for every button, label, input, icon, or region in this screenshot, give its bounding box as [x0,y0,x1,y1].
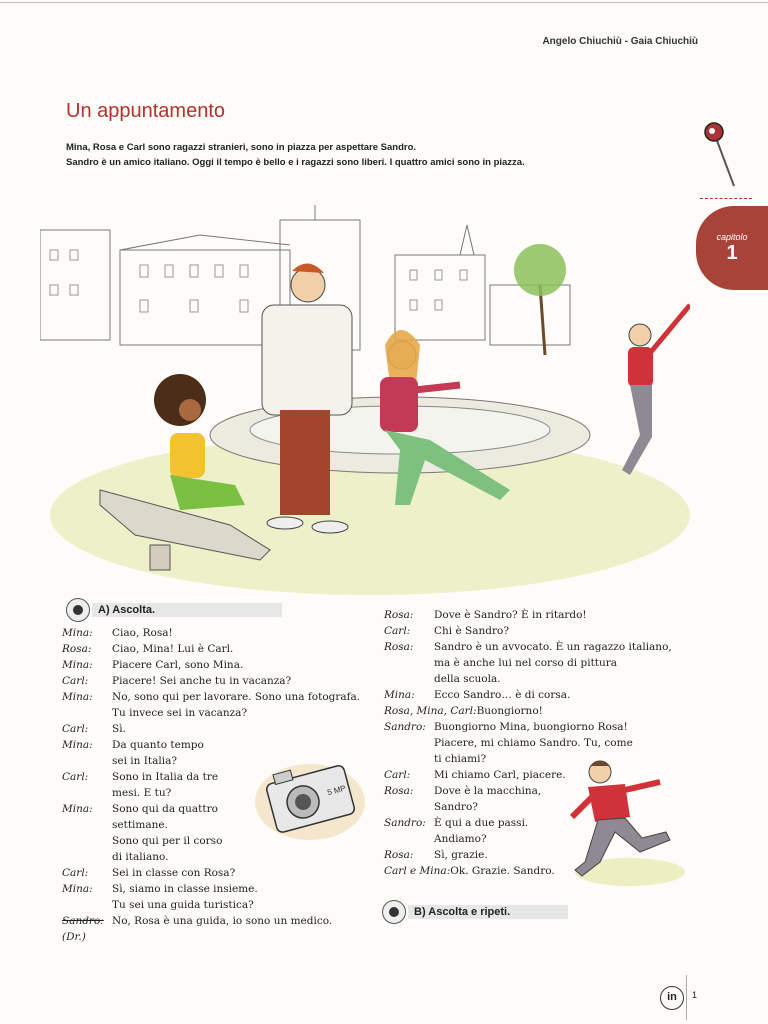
dialogue-line: Tu sei una guida turistica? [112,899,254,911]
dialogue-line: della scuola. [434,673,501,685]
piazza-illustration [40,205,690,600]
footer-divider [686,975,687,1020]
dialogue-line: Mina: Ciao, Rosa! [62,627,173,639]
chapter-number: 1 [726,242,738,264]
authors: Angelo Chiuchiù - Gaia Chiuchiù [542,36,698,47]
chapter-label: capitolo [716,232,748,242]
dialogue-line: Carl: Mi chiamo Carl, piacere. [384,769,566,781]
dialogue-line: mesi. E tu? [112,787,172,799]
running-man-illustration [570,752,690,892]
dialogue-line: Carl: Chi è Sandro? [384,625,509,637]
intro-paragraph [66,140,586,170]
publisher-logo: in [660,986,684,1010]
top-rule [0,2,768,3]
dialogue-line: Carl: Sì. [62,723,126,735]
section-b-header [382,900,510,924]
chapter-tab [696,206,768,290]
dialogue-line: Sandro? [434,801,478,813]
dialogue-line: Carl: Sei in classe con Rosa? [62,867,236,879]
dialogue-line: Mina: Sì, siamo in classe insieme. [62,883,258,895]
dialogue-line: (Dr.) [62,931,86,943]
dialogue-line: Rosa: Ciao, Mina! Lui è Carl. [62,643,234,655]
dialogue-line: Tu invece sei in vacanza? [112,707,248,719]
dialogue-line: settimane. [112,819,168,831]
dialogue-line: Sandro: No, Rosa è una guida, io sono un medico. [62,915,333,927]
audio-cd-icon[interactable] [66,598,90,622]
section-a-header [66,598,155,622]
section-b-label: B) Ascolta e ripeti. [414,906,511,918]
dialogue-line: Rosa, Mina, Carl: Buongiorno! [384,705,543,717]
camera-illustration [250,752,368,842]
audio-cd-icon[interactable] [382,900,406,924]
dialogue-line: Carl e Mina: Ok. Grazie. Sandro. [384,865,555,877]
dialogue-line: Mina: No, sono qui per lavorare. Sono una fotografa. [62,691,361,703]
intro-line: Sandro è un amico italiano. Oggi il tempo è bello e i ragazzi sono liberi. I quattro amici sono in piazza. [66,157,525,168]
dialogue-line: ma è anche lui nel corso di pittura [434,657,618,669]
dialogue-line: Sandro: È qui a due passi. [384,817,529,829]
dialogue-line: Mina: Ecco Sandro… è di corsa. [384,689,571,701]
page-title: Un appuntamento [66,100,226,122]
dialogue-line: Rosa: Dove è la macchina, [384,785,542,797]
dialogue-line: sei in Italia? [112,755,177,767]
dialogue-line: Piacere, mi chiamo Sandro. Tu, come [434,737,633,749]
dialogue-line: di italiano. [112,851,169,863]
dialogue-line: Sandro: Buongiorno Mina, buongiorno Rosa! [384,721,628,733]
dialogue-line: Carl: Piacere! Sei anche tu in vacanza? [62,675,292,687]
dialogue-line: Rosa: Sì, grazie. [384,849,488,861]
section-a-label: A) Ascolta. [98,604,156,616]
dialogue-line: ti chiami? [434,753,487,765]
camera-label: 5 MP [326,783,347,798]
dialogue-line: Mina: Sono qui da quattro [62,803,218,815]
pushpin-icon [698,120,742,190]
dialogue-line: Rosa: Dove è Sandro? È in ritardo! [384,609,587,621]
dialogue-line: Mina: Da quanto tempo [62,739,204,751]
page-number: 1 [692,990,698,1000]
divider [700,198,752,199]
dialogue-line: Andiamo? [434,833,487,845]
intro-line: Mina, Rosa e Carl sono ragazzi stranieri, sono in piazza per aspettare Sandro. [66,142,417,153]
dialogue-line: Rosa: Sandro è un avvocato. È un ragazzo italiano, [384,641,672,653]
dialogue-line: Mina: Piacere Carl, sono Mina. [62,659,244,671]
dialogue-line: Sono qui per il corso [112,835,223,847]
dialogue-line: Carl: Sono in Italia da tre [62,771,219,783]
